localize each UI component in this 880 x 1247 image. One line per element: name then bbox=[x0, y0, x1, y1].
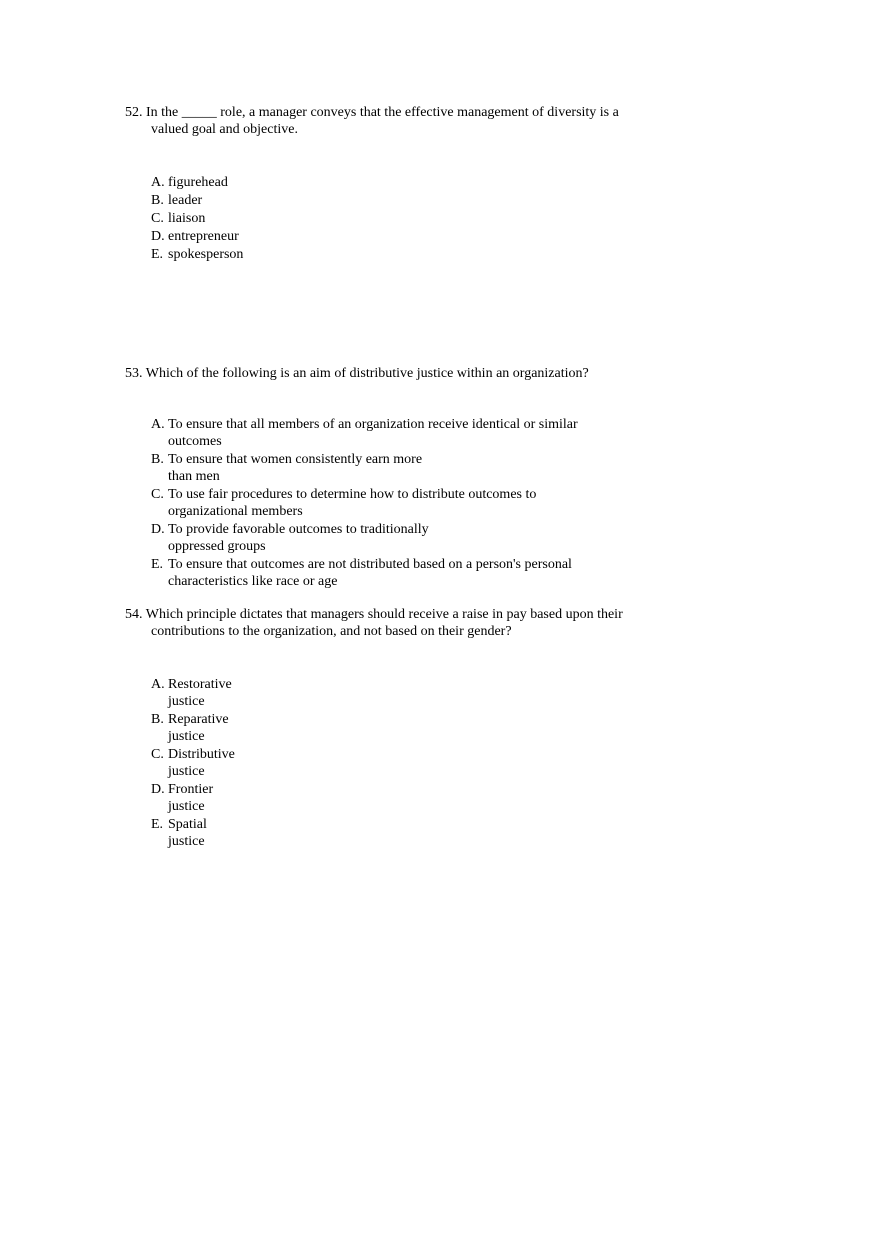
answer-option bbox=[151, 416, 598, 450]
question-stem: 52. In the _____ role, a manager conveys that the effective management of diversity is a valued goal and objective. bbox=[125, 105, 619, 137]
option-letter: D. bbox=[151, 522, 165, 537]
option-text: To ensure that all members of an organization receive identical or similar outcomes bbox=[168, 417, 578, 449]
answer-option bbox=[151, 711, 240, 745]
option-text: To provide favorable outcomes to traditionally oppressed groups bbox=[168, 522, 429, 554]
option-text: entrepreneur bbox=[168, 229, 239, 244]
answer-option bbox=[151, 521, 598, 555]
option-letter: B. bbox=[151, 193, 164, 208]
answer-option bbox=[151, 781, 240, 815]
option-text: To use fair procedures to determine how to distribute outcomes to organizational members bbox=[168, 487, 537, 519]
option-letter: A. bbox=[151, 417, 165, 432]
option-letter: A. bbox=[151, 175, 165, 190]
option-letter: A. bbox=[151, 677, 165, 692]
option-text: spokesperson bbox=[168, 247, 244, 262]
question-stem: 53. Which of the following is an aim of distributive justice within an organization? bbox=[125, 366, 589, 381]
option-text: To ensure that outcomes are not distributed based on a person's personal characteristics like race or age bbox=[168, 557, 572, 589]
option-letter: E. bbox=[151, 817, 164, 832]
option-text: Reparative justice bbox=[168, 712, 229, 744]
option-text: Restorative justice bbox=[168, 677, 232, 709]
answer-option bbox=[151, 486, 598, 520]
option-text: figurehead bbox=[168, 175, 228, 190]
answer-option bbox=[151, 246, 244, 263]
answer-option bbox=[151, 174, 232, 191]
answer-option bbox=[151, 228, 239, 245]
question-54 bbox=[125, 606, 645, 640]
option-letter: C. bbox=[151, 211, 164, 226]
option-text: To ensure that women consistently earn more than men bbox=[168, 452, 423, 484]
option-text: liaison bbox=[168, 211, 206, 226]
option-letter: E. bbox=[151, 557, 164, 572]
answer-options bbox=[151, 416, 598, 591]
answer-option bbox=[151, 676, 240, 710]
answer-options bbox=[151, 174, 244, 264]
question-52 bbox=[125, 104, 640, 138]
option-letter: C. bbox=[151, 747, 164, 762]
option-text: Frontier justice bbox=[168, 782, 214, 814]
option-text: Distributive justice bbox=[168, 747, 235, 779]
option-letter: B. bbox=[151, 452, 164, 467]
answer-option bbox=[151, 556, 598, 590]
answer-option bbox=[151, 210, 232, 227]
answer-option bbox=[151, 451, 598, 485]
option-letter: D. bbox=[151, 782, 165, 797]
answer-option bbox=[151, 746, 240, 780]
answer-options bbox=[151, 676, 240, 851]
answer-option bbox=[151, 192, 232, 209]
option-text: Spatial justice bbox=[168, 817, 207, 849]
option-letter: D. bbox=[151, 229, 165, 244]
option-letter: C. bbox=[151, 487, 164, 502]
question-stem: 54. Which principle dictates that managers should receive a raise in pay based upon their contributions to the organization, and not based on their gender? bbox=[125, 607, 623, 639]
question-53 bbox=[125, 365, 640, 382]
option-letter: B. bbox=[151, 712, 164, 727]
answer-option bbox=[151, 816, 240, 850]
option-letter: E. bbox=[151, 247, 164, 262]
option-text: leader bbox=[168, 193, 203, 208]
